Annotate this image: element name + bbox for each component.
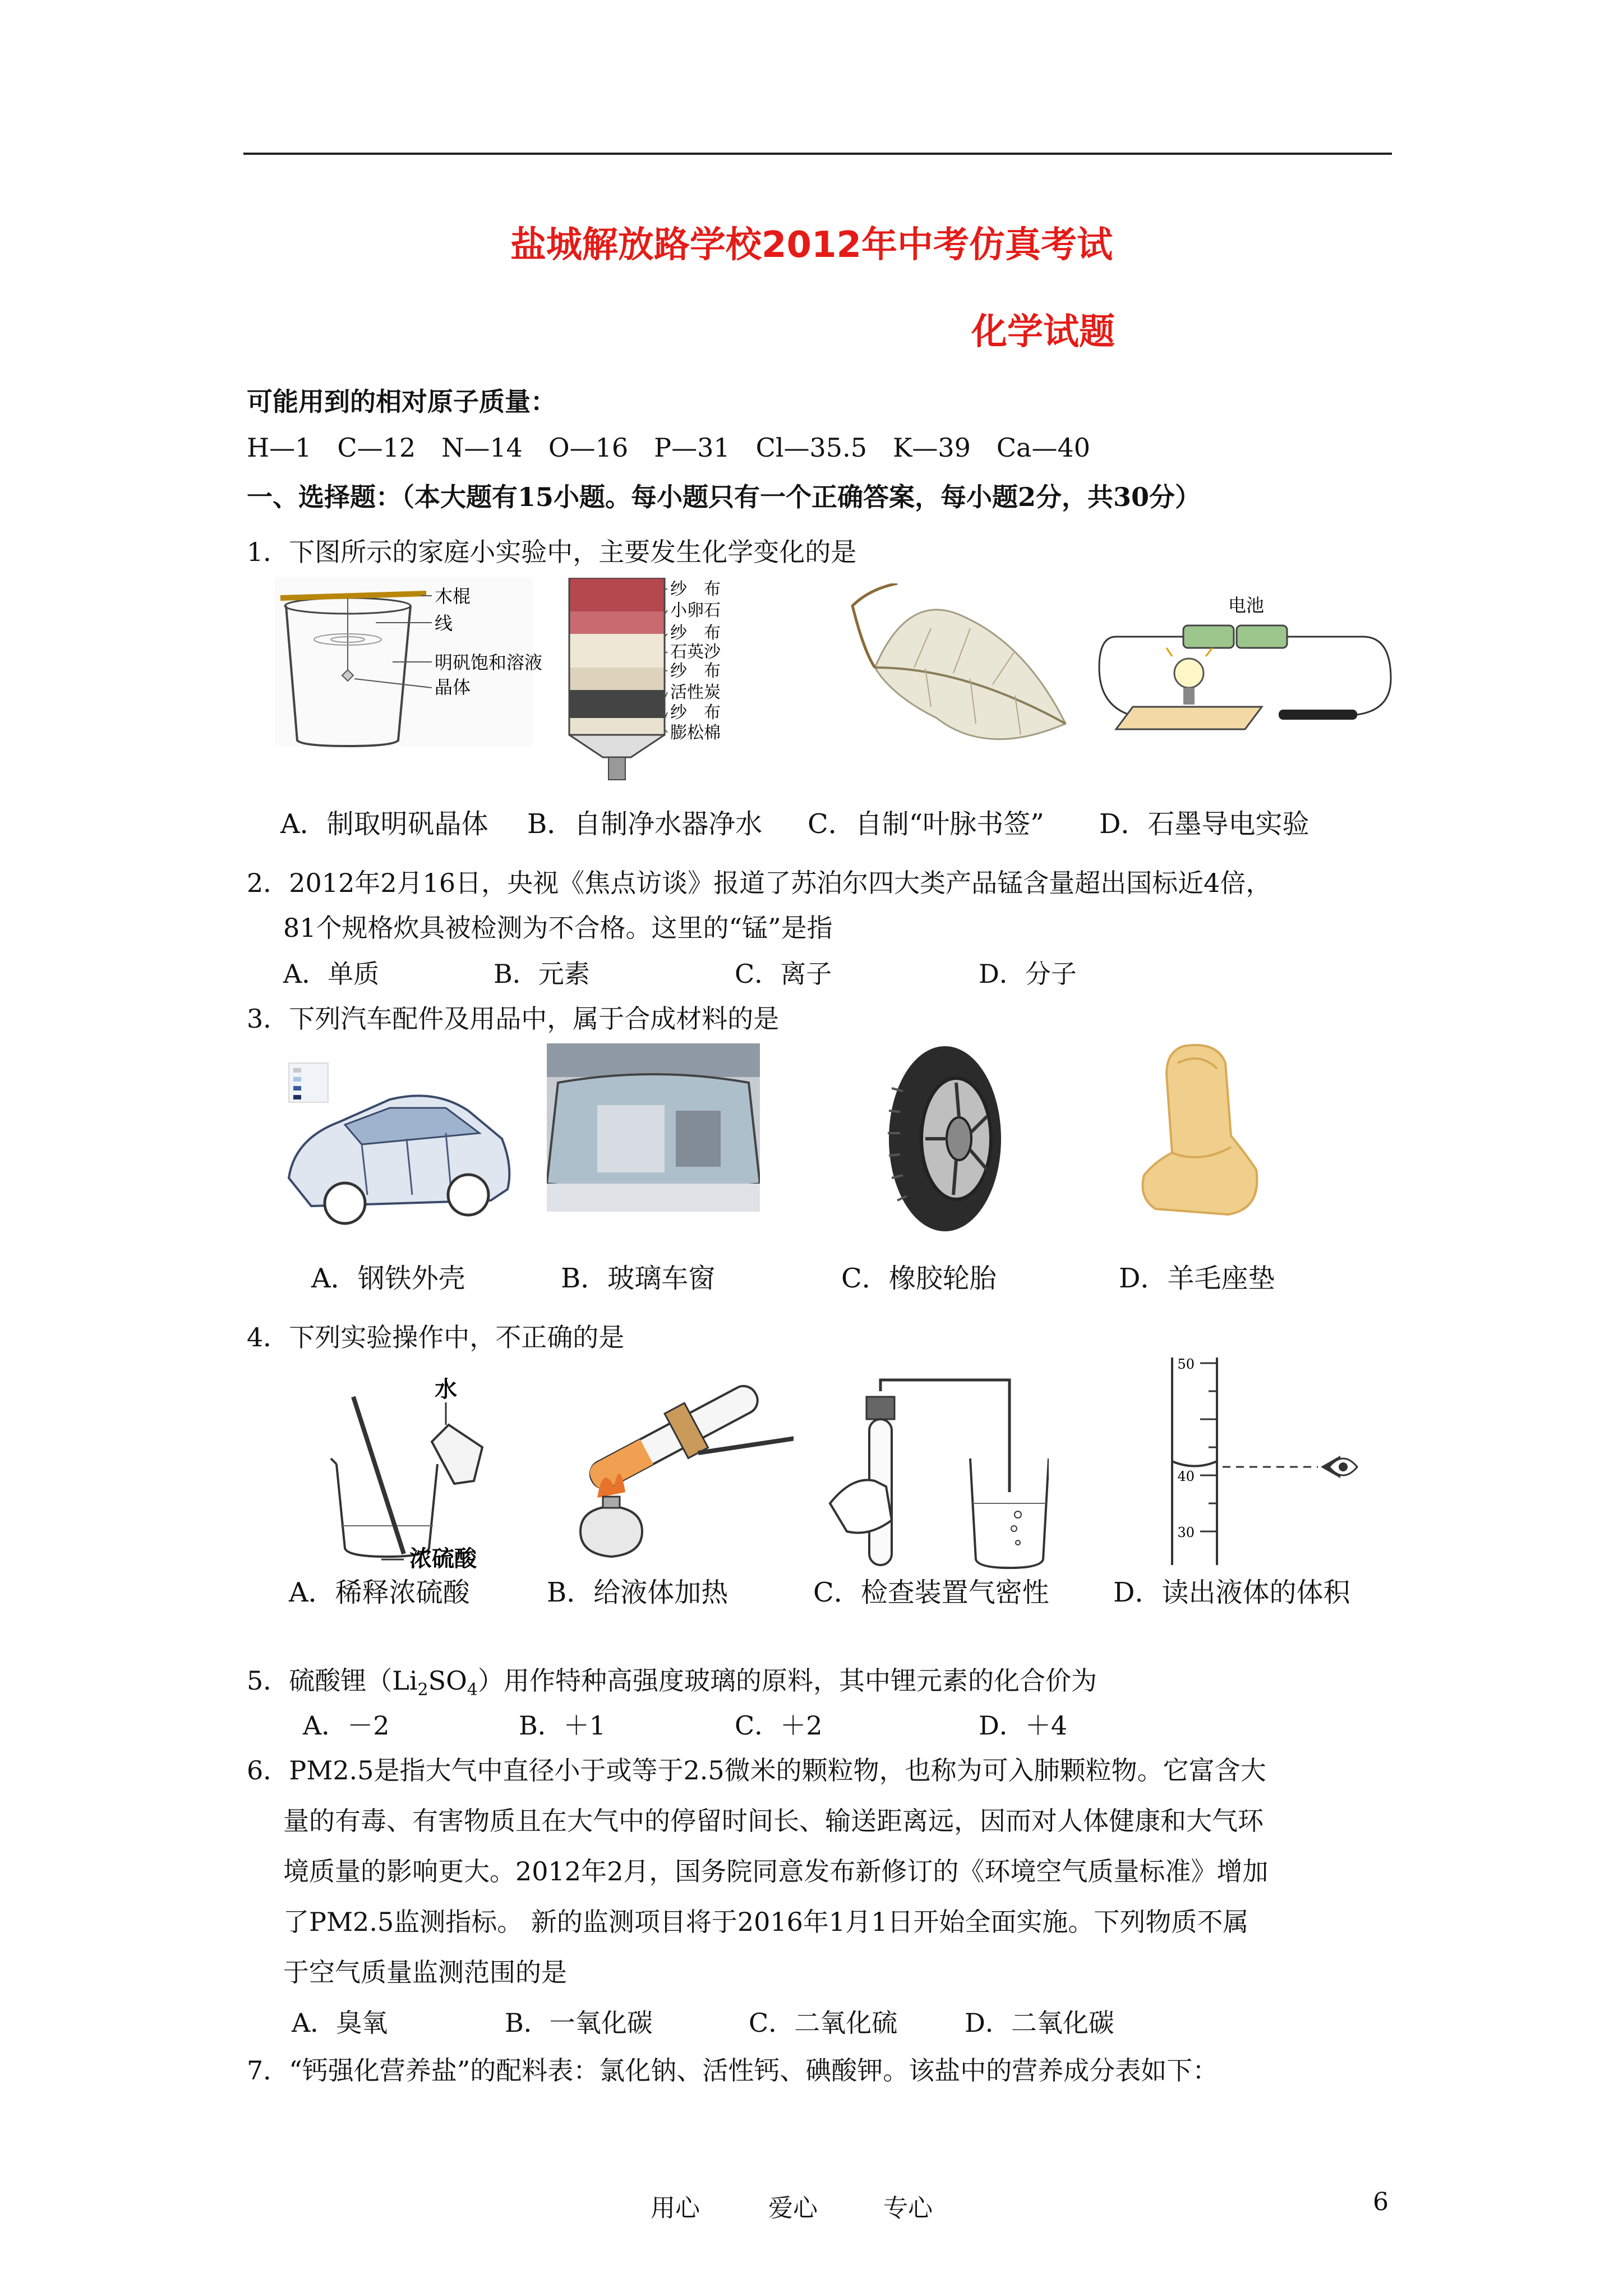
footer-motto-3: 专心 — [883, 2194, 933, 2223]
exam-subtitle: 化学试题 — [971, 311, 1115, 353]
alum-crystal-figure — [264, 578, 544, 752]
glass-rod — [353, 1397, 404, 1554]
q6-line-3: 境质量的影响更大。2012年2月，国务院同意发布新修订的《环境空气质量标准》增加 — [283, 1856, 1269, 1887]
q6-line-5: 于空气质量监测范围的是 — [283, 1957, 567, 1987]
graphite-circuit-figure — [1094, 583, 1402, 752]
q1-stem: 1．下图所示的家庭小实验中，主要发生化学变化的是 — [247, 537, 857, 567]
label-crystal: 晶体 — [435, 677, 471, 698]
rubber-tire-figure — [872, 1043, 1007, 1234]
section-title: 一、选择题：（本大题有15小题。每小题只有一个正确答案，每小题2分，共30分） — [247, 482, 1201, 512]
bulb-icon — [1174, 659, 1204, 688]
label-quartz-sand: 石英沙 — [670, 642, 721, 662]
q4-option-b: B．给液体加热 — [547, 1577, 728, 1608]
q5-stem — [247, 1660, 1097, 1700]
wheel-icon — [325, 1183, 365, 1223]
q3-option-b: B．玻璃车窗 — [561, 1263, 716, 1294]
wool-seat-figure — [1133, 1041, 1267, 1226]
tick-50: 50 — [1177, 1356, 1195, 1372]
q5-stem-pre: 5．硫酸锂（Li — [247, 1665, 418, 1696]
q2-stem-2: 81个规格炊具被检测为不合格。这里的“锰”是指 — [283, 913, 833, 943]
q3-option-c: C．橡胶轮胎 — [841, 1263, 997, 1294]
footer-motto-2: 爱心 — [768, 2194, 818, 2223]
q6-option-a: A．臭氧 — [292, 2008, 388, 2038]
q2-option-d: D．分子 — [979, 959, 1077, 989]
meniscus — [1172, 1461, 1217, 1466]
airtight-check-figure — [824, 1374, 1049, 1571]
q5-sub-2: 4 — [467, 1680, 478, 1700]
label-gauze-3: 纱 布 — [670, 661, 721, 681]
q1-option-c: C．自制“叶脉书签” — [808, 808, 1044, 840]
q6-line-4: 了PM2.5监测指标。 新的监测项目将于2016年1月1日开始全面实施。下列物质不属 — [283, 1907, 1249, 1937]
label-battery: 电池 — [1228, 595, 1265, 616]
leaf-vein-figure — [841, 583, 1077, 769]
q5-stem-post: ）用作特种高强度玻璃的原料，其中锂元素的化合价为 — [477, 1665, 1097, 1696]
car-body-figure — [278, 1055, 519, 1228]
label-stick: 木棍 — [435, 586, 471, 607]
heat-liquid-figure — [547, 1369, 794, 1571]
read-volume-figure — [1155, 1352, 1380, 1571]
board — [1116, 707, 1262, 729]
q6-option-b: B．一氧化碳 — [505, 2008, 653, 2038]
q2-stem-1: 2．2012年2月16日，央视《焦点访谈》报道了苏泊尔四大类产品锰含量超出国标近4倍， — [247, 868, 1272, 898]
hand-icon — [830, 1480, 892, 1533]
q6-line-1: 6．PM2.5是指大气中直径小于或等于2.5微米的颗粒物，也称为可入肺颗粒物。它富含大 — [247, 1755, 1266, 1786]
q7-stem: 7．“钙强化营养盐”的配料表：氯化钠、活性钙、碘酸钾。该盐中的营养成分表如下： — [247, 2055, 1219, 2086]
label-activated-carbon: 活性炭 — [670, 683, 721, 702]
label-solution: 明矾饱和溶液 — [435, 652, 543, 673]
page-number: 6 — [1373, 2188, 1389, 2216]
dilute-acid-figure — [314, 1363, 538, 1576]
tick-30: 30 — [1177, 1525, 1195, 1540]
exam-title: 盐城解放路学校2012年中考仿真考试 — [510, 224, 1113, 266]
q1-option-a: A．制取明矾晶体 — [280, 808, 488, 840]
label-gauze-1: 纱 布 — [670, 579, 721, 599]
q5-option-d: D．＋4 — [979, 1710, 1068, 1741]
battery-icon — [1183, 625, 1234, 648]
label-thread: 线 — [435, 613, 453, 634]
q4-option-d: D．读出液体的体积 — [1113, 1577, 1350, 1608]
q5-option-c: C．＋2 — [735, 1710, 823, 1741]
q5-option-a: A．－2 — [303, 1710, 390, 1741]
graphite-rod — [1279, 710, 1357, 720]
q5-stem-mid: SO — [428, 1665, 467, 1696]
q2-option-a: A．单质 — [283, 959, 380, 989]
label-water: 水 — [435, 1376, 457, 1402]
label-conc-acid: 浓硫酸 — [409, 1545, 477, 1572]
tick-40: 40 — [1177, 1469, 1195, 1484]
q3-stem: 3．下列汽车配件及用品中，属于合成材料的是 — [247, 1004, 780, 1034]
label-cotton: 膨松棉 — [670, 723, 721, 743]
q1-option-d: D．石墨导电实验 — [1099, 808, 1310, 840]
atomic-mass-label: 可能用到的相对原子质量： — [247, 386, 556, 417]
q4-option-a: A．稀释浓硫酸 — [289, 1577, 470, 1608]
q6-line-2: 量的有毒、有害物质且在大气中的停留时间长、输送距离远，因而对人体健康和大气环 — [283, 1806, 1264, 1836]
pouring-beaker — [432, 1425, 482, 1484]
label-pebble: 小卵石 — [670, 601, 721, 620]
q5-option-b: B．＋1 — [519, 1710, 606, 1741]
water-filter-figure — [564, 578, 799, 791]
q4-stem: 4．下列实验操作中，不正确的是 — [247, 1322, 625, 1352]
label-gauze-4: 纱 布 — [670, 703, 721, 723]
q6-option-d: D．二氧化碳 — [965, 2008, 1114, 2038]
q3-option-d: D．羊毛座垫 — [1119, 1263, 1275, 1294]
q1-option-b: B．自制净水器净水 — [527, 808, 763, 840]
alcohol-lamp — [580, 1506, 642, 1557]
car-window-figure — [547, 1043, 760, 1212]
q3-option-a: A．钢铁外壳 — [311, 1263, 465, 1294]
battery-icon-2 — [1237, 625, 1287, 648]
q4-option-c: C．检查装置气密性 — [813, 1577, 1049, 1608]
q2-option-c: C．离子 — [735, 959, 832, 989]
label-gauze-2: 纱 布 — [670, 623, 721, 643]
q6-option-c: C．二氧化硫 — [749, 2008, 898, 2038]
wheel-icon-2 — [448, 1175, 488, 1215]
atomic-mass-values: H—1 C—12 N—14 O—16 P—31 Cl—35.5 K—39 Ca—40 — [247, 432, 1091, 463]
header-rule — [243, 153, 1392, 155]
footer-motto-1: 用心 — [651, 2194, 700, 2223]
q2-option-b: B．元素 — [494, 959, 590, 989]
q5-sub-1: 2 — [417, 1680, 428, 1700]
